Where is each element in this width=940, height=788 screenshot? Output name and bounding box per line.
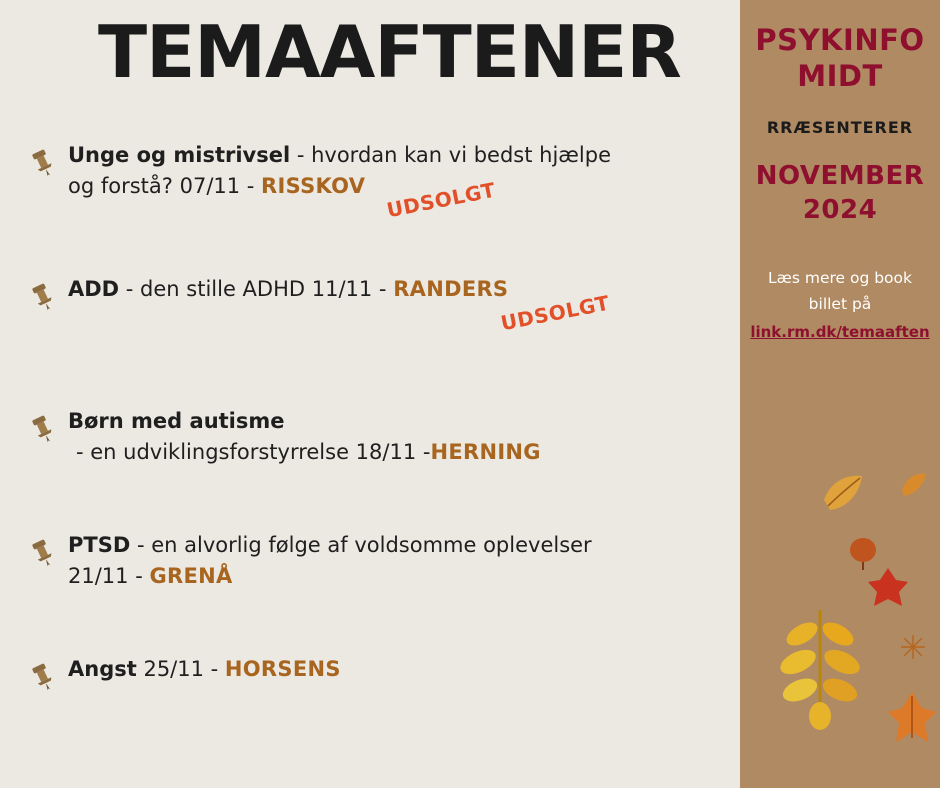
pushpin-icon [28,148,58,178]
event-place: RISSKOV [261,174,366,198]
pushpin-icon [28,414,58,444]
leaf-icon [900,634,926,660]
pushpin-icon [28,662,58,692]
page-title: TEMAAFTENER [98,10,681,94]
booking-info [740,265,940,345]
event-list [0,140,740,774]
status-badge: UDSOLGT [498,290,612,336]
year-label: 2024 [802,195,878,225]
booking-line-2: billet på [808,295,872,313]
event-place: GRENÅ [149,564,233,588]
poster-sidebar [740,0,940,788]
event-place: HERNING [430,440,541,464]
leaf-icon [886,690,938,746]
booking-link[interactable]: link.rm.dk/temaaften [750,323,930,341]
event-desc-2: og forstå? 07/11 - [68,174,262,198]
event-text [68,406,740,468]
leaf-icon [846,534,880,570]
event-text [68,274,740,305]
event-title: Unge og mistrivsel [68,143,291,167]
status-badge: UDSOLGT [384,177,498,223]
event-place: HORSENS [224,657,341,681]
event-place: RANDERS [393,277,509,301]
event-desc: 25/11 - [136,657,225,681]
event-desc-2: - en udviklingsforstyrrelse 18/11 - [76,440,431,464]
list-item [0,140,740,223]
list-item [0,654,740,714]
event-desc-2: 21/11 - [68,564,150,588]
event-title: Angst [68,657,137,681]
list-item [0,274,740,334]
event-title: Børn med autisme [68,409,285,433]
pushpin-icon [28,282,58,312]
date-block [740,159,940,227]
event-desc: - hvordan kan vi bedst hjælpe [290,143,611,167]
brand-line-2: MIDT [797,59,883,93]
leaf-icon [866,566,910,610]
event-title: PTSD [68,533,131,557]
event-title: ADD [68,277,120,301]
event-desc: - den stille ADHD 11/11 - [119,277,394,301]
event-text [68,530,740,592]
presents-label: RRÆSENTERER [766,118,914,137]
event-text [68,654,740,685]
leaf-icon [820,470,866,514]
event-text [68,140,740,202]
list-item [0,530,740,592]
brand-name [740,22,940,94]
month-label: NOVEMBER [755,161,925,191]
event-desc: - en alvorlig følge af voldsomme oplevelser [130,533,592,557]
pushpin-icon [28,538,58,568]
leaf-icon [900,470,928,498]
brand-line-1: PSYKINFO [755,23,925,57]
list-item [0,406,740,468]
leaf-icon [772,604,868,734]
booking-line-1: Læs mere og book [767,269,913,287]
